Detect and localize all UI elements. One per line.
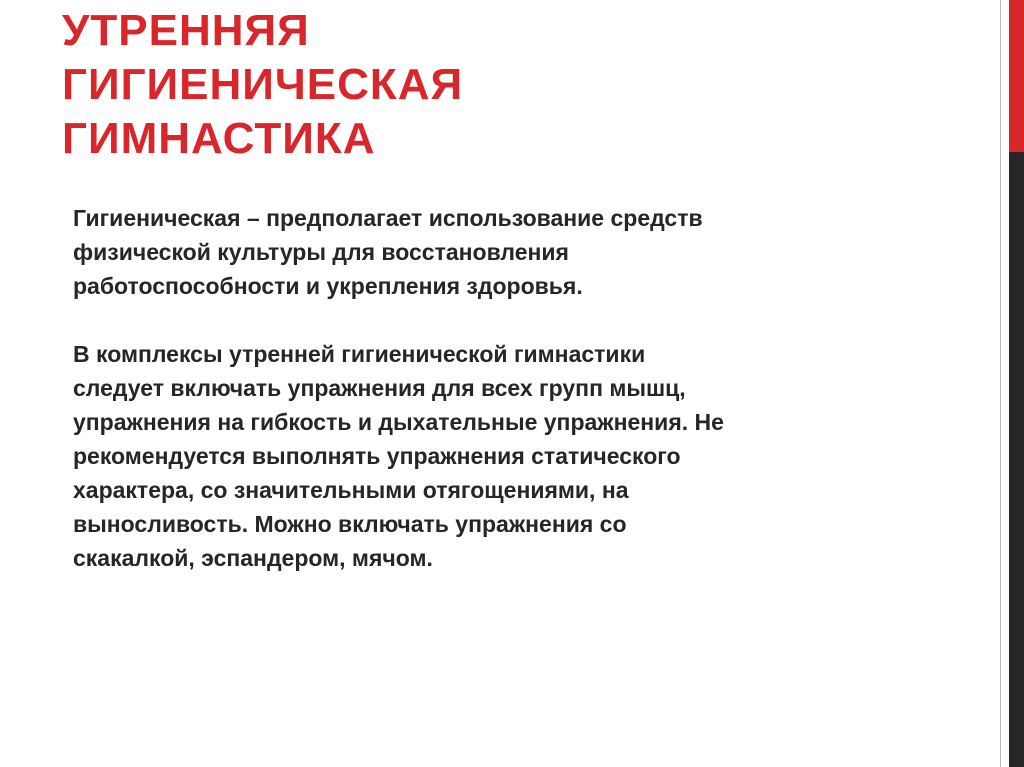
text-line: работоспособности и укрепления здоровья. [73,273,583,299]
text-line: физической культуры для восстановления [73,239,569,265]
text-line: упражнения на гибкость и дыхательные упражнения. Не [73,409,724,435]
slide-title [62,4,962,166]
paragraph-recommendations [73,337,953,575]
slide-edge-divider [1000,0,1001,767]
text-line: характера, со значительными отягощениями, на [73,477,629,503]
text-line: выносливость. Можно включать упражнения со [73,511,627,537]
title-line: ГИМНАСТИКА [62,114,376,163]
slide-body [73,201,953,575]
title-line: УТРЕННЯЯ [62,6,310,55]
title-line: ГИГИЕНИЧЕСКАЯ [62,60,464,109]
text-line: рекомендуется выполнять упражнения статического [73,443,681,469]
text-line: Гигиеническая – предполагает использование средств [73,205,703,231]
text-line: следует включать упражнения для всех групп мышц, [73,375,686,401]
accent-bar-red [1009,0,1024,152]
paragraph-definition [73,201,953,303]
text-line: скакалкой, эспандером, мячом. [73,545,433,571]
text-line: В комплексы утренней гигиенической гимнастики [73,341,646,367]
accent-bar-dark [1009,152,1024,767]
